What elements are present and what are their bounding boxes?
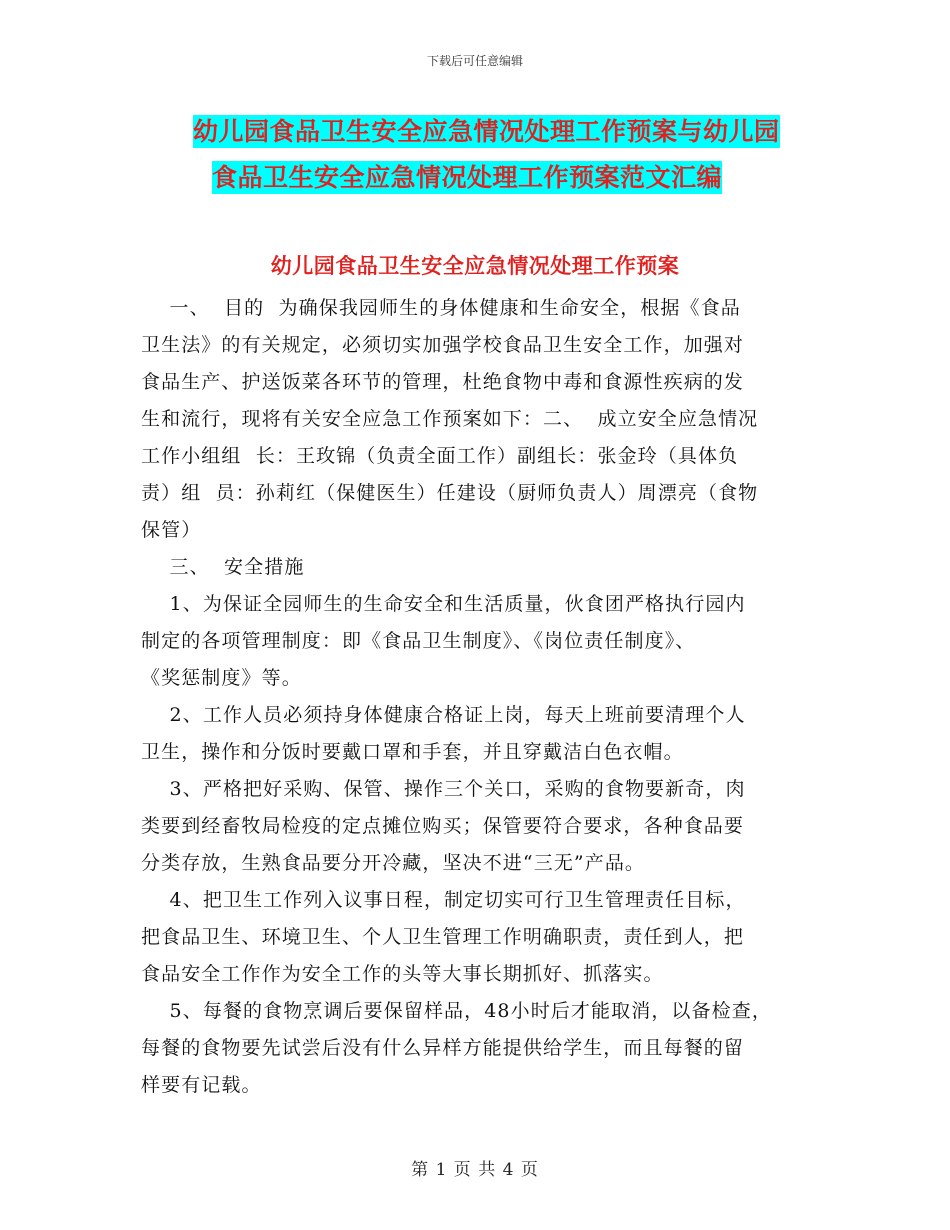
- body-line: 《奖惩制度》等。: [141, 667, 302, 689]
- body-line: 生和流行，现将有关安全应急工作预案如下：二、 成立安全应急情况: [141, 408, 759, 430]
- body-line: 食品安全工作作为安全工作的头等大事长期抓好、抓落实。: [141, 963, 664, 985]
- body-line: 保管）: [141, 519, 202, 541]
- body-text: [141, 290, 831, 1104]
- document-title-line-1: [193, 112, 780, 148]
- body-line: 食品生产、护送饭菜各环节的管理，杜绝食物中毒和食源性疾病的发: [141, 371, 745, 393]
- body-line: 3、严格把好采购、保管、操作三个关口，采购的食物要新奇，肉: [141, 778, 746, 800]
- document-title-line-2: [212, 158, 722, 194]
- body-line: 把食品卫生、环境卫生、个人卫生管理工作明确职责，责任到人，把: [141, 926, 745, 948]
- body-line: 三、 安全措施: [141, 556, 305, 578]
- body-line: 工作小组组 长：王玫锦（负责全面工作）副组长：张金玲（具体负: [141, 445, 739, 467]
- body-line: 一、 目的 为确保我园师生的身体健康和生命安全，根据《食品: [141, 297, 741, 319]
- body-line: 1、为保证全园师生的生命安全和生活质量，伙食团严格执行园内: [141, 593, 746, 615]
- body-line: 4、把卫生工作列入议事日程，制定切实可行卫生管理责任目标，: [141, 889, 746, 911]
- header-note: 下载后可任意编辑: [426, 54, 523, 68]
- body-line: 卫生法》的有关规定，必须切实加强学校食品卫生安全工作，加强对: [141, 334, 745, 356]
- body-line: 5、每餐的食物烹调后要保留样品，48小时后才能取消，以备检查，: [141, 1000, 772, 1022]
- body-line: 每餐的食物要先试尝后没有什么异样方能提供给学生，而且每餐的留: [141, 1037, 745, 1059]
- title-highlight-2: 食品卫生安全应急情况处理工作预案范文汇编: [212, 163, 723, 192]
- page-footer: 第 1 页 共 4 页: [411, 1160, 539, 1180]
- body-line: 类要到经畜牧局检疫的定点摊位购买；保管要符合要求，各种食品要: [141, 815, 745, 837]
- body-line: 责）组 员：孙莉红（保健医生）任建设（厨师负责人）周漂亮（食物: [141, 482, 759, 504]
- body-line: 卫生，操作和分饭时要戴口罩和手套，并且穿戴洁白色衣帽。: [141, 741, 684, 763]
- body-line: 分类存放，生熟食品要分开冷藏，坚决不进“三无”产品。: [141, 852, 646, 874]
- section-heading: 幼儿园食品卫生安全应急情况处理工作预案: [270, 254, 680, 278]
- body-line: 样要有记载。: [141, 1074, 262, 1096]
- body-line: 2、工作人员必须持身体健康合格证上岗，每天上班前要清理个人: [141, 704, 746, 726]
- title-highlight-1: 幼儿园食品卫生安全应急情况处理工作预案与幼儿园: [193, 117, 780, 146]
- body-line: 制定的各项管理制度：即《食品卫生制度》、《岗位责任制度》、: [141, 630, 696, 652]
